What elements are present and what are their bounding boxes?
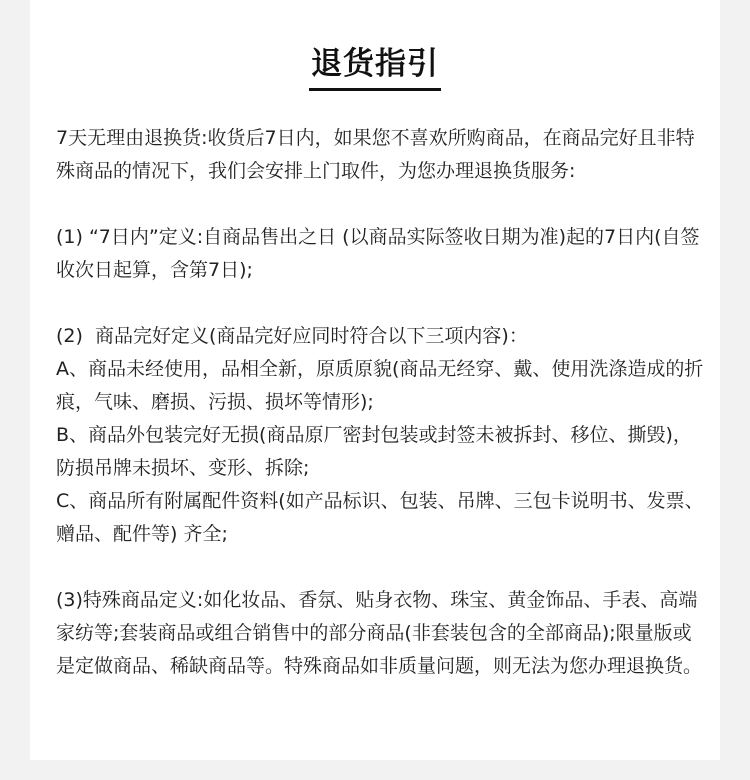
spacer [56, 188, 706, 221]
section-intact-item-b: B、商品外包装完好无损(商品原厂密封包装或封签未被拆封、移位、撕毁)，防损吊牌未损坏、变形、拆除; [56, 424, 692, 479]
spacer [56, 287, 706, 320]
section-intact-item-a: A、商品未经使用，品相全新，原质原貌(商品无经穿、戴、使用洗涤造成的折痕，气味、磨损、污损、损坏等情形); [56, 358, 704, 413]
page-title [30, 38, 720, 91]
return-guide-card [30, 0, 720, 760]
page-title-text: 退货指引 [309, 38, 441, 91]
spacer [56, 551, 706, 584]
section-intact-heading: (2) 商品完好定义(商品完好应同时符合以下三项内容)： [56, 325, 528, 347]
section-7-days-definition: (1) “7日内”定义:自商品售出之日 (以商品实际签收日期为准)起的7日内(自签收次日起算，含第7日); [56, 226, 700, 281]
section-special-goods: (3)特殊商品定义:如化妆品、香氛、贴身衣物、珠宝、黄金饰品、手表、高端家纺等;套装商品或组合销售中的部分商品(非套装包含的全部商品);限量版或是定做商品、稀缺商品等。特殊商品如非质量问题，则无法为您办理退换货。 [56, 589, 703, 677]
intro-paragraph: 7天无理由退换货:收货后7日内，如果您不喜欢所购商品，在商品完好且非特殊商品的情况下，我们会安排上门取件，为您办理退换货服务: [56, 127, 695, 182]
guide-body [56, 122, 706, 683]
section-intact-item-c: C、商品所有附属配件资料(如产品标识、包装、吊牌、三包卡说明书、发票、赠品、配件等) 齐全; [56, 490, 704, 545]
